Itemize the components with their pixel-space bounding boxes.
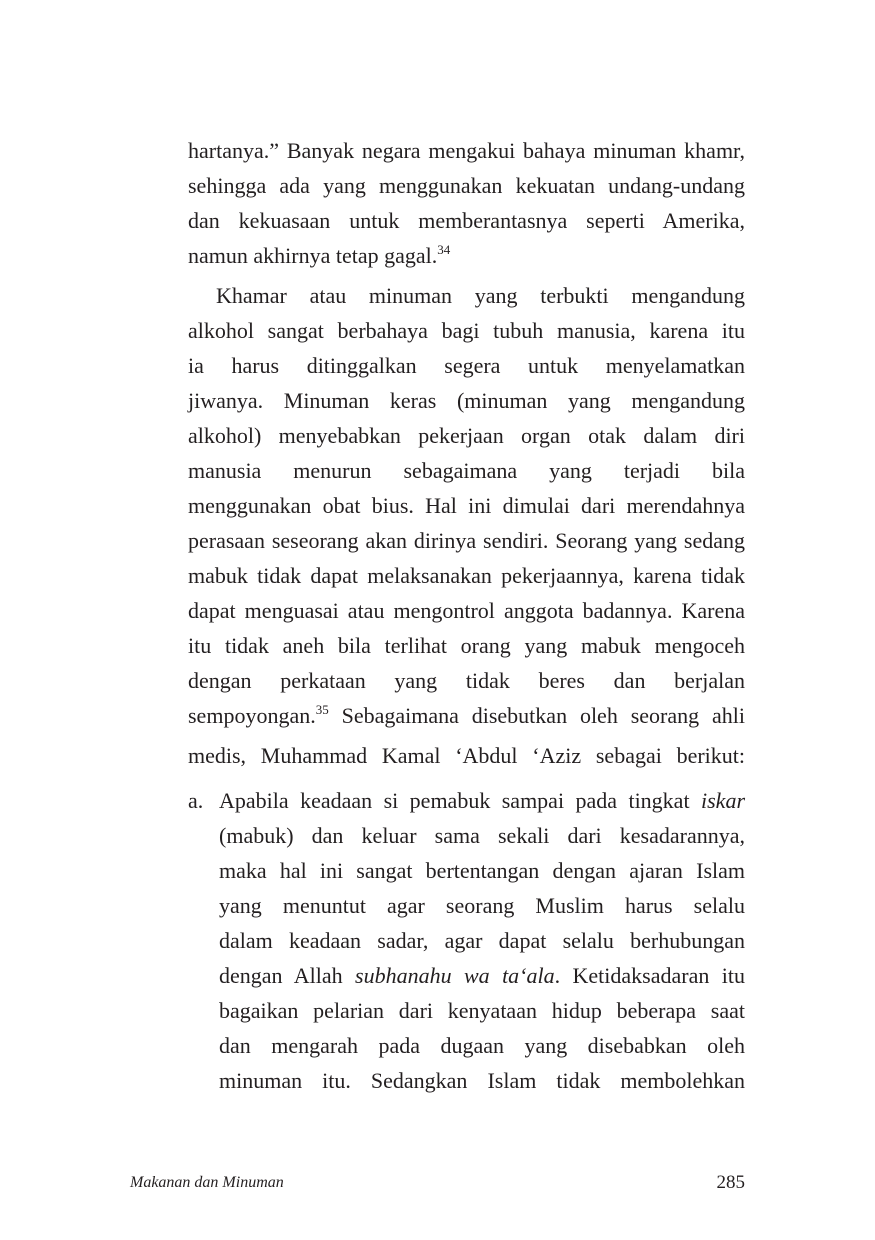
text-segment: dalam keadaan sadar, agar dapat selalu berhubungan [219,928,745,953]
text-line [188,133,745,168]
text-segment: alkohol sangat berbahaya bagi tubuh manusia, karena itu [188,318,745,343]
text-line [188,818,745,853]
text-segment: dapat menguasai atau mengontrol anggota badannya. Karena [188,598,745,623]
text-segment: (mabuk) dan keluar sama sekali dari kesadarannya, [219,823,745,848]
text-line [188,418,745,453]
text-line [188,853,745,888]
text-line [188,628,745,663]
text-line [188,1028,745,1063]
text-line [188,168,745,203]
text-line [188,523,745,558]
text-segment: bagaikan pelarian dari kenyataan hidup beberapa saat [219,998,745,1023]
text-segment: ia harus ditinggalkan segera untuk menyelamatkan [188,353,745,378]
list-item-a [188,783,745,1098]
text-line [188,558,745,593]
text-segment: jiwanya. Minuman keras (minuman yang mengandung [188,388,745,413]
text-line [188,278,745,313]
text-segment: yang menuntut agar seorang Muslim harus selalu [219,893,745,918]
italic-term: iskar [701,788,745,813]
text-segment: maka hal ini sangat bertentangan dengan ajaran Islam [219,858,745,883]
text-line [188,663,745,698]
text-segment: menggunakan obat bius. Hal ini dimulai dari merendahnya [188,493,745,518]
text-segment: itu tidak aneh bila terlihat orang yang mabuk mengoceh [188,633,745,658]
text-segment: dan kekuasaan untuk memberantasnya seperti Amerika, [188,208,745,233]
text-line [188,313,745,348]
text-segment: namun akhirnya tetap gagal. [188,243,438,268]
text-line [188,238,745,273]
text-segment: medis, Muhammad Kamal ‘Abdul ‘Aziz sebagai berikut: [188,743,745,768]
text-segment: . Ketidaksadaran itu [554,963,745,988]
text-line [188,453,745,488]
text-segment: mabuk tidak dapat melaksanakan pekerjaannya, karena tidak [188,563,745,588]
text-line [188,698,745,733]
text-segment: minuman itu. Sedangkan Islam tidak membolehkan [219,1068,745,1093]
footnote-ref[interactable]: 35 [315,702,329,717]
text-line [188,348,745,383]
italic-term: subhanahu wa ta‘ala [355,963,555,988]
text-segment: dan mengarah pada dugaan yang disebabkan oleh [219,1033,745,1058]
text-line [188,783,745,818]
text-segment: Sebagaimana disebutkan oleh seorang ahli [328,703,745,728]
text-segment: alkohol) menyebabkan pekerjaan organ otak dalam diri [188,423,745,448]
text-segment: sempoyongan. [188,703,316,728]
text-line [188,958,745,993]
paragraph-2 [188,278,745,773]
text-segment: hartanya.” Banyak negara mengakui bahaya minuman khamr, [188,138,745,163]
text-segment: manusia menurun sebagaimana yang terjadi bila [188,458,745,483]
text-segment: dengan perkataan yang tidak beres dan berjalan [188,668,745,693]
text-line [188,488,745,523]
list-marker: a. [188,788,204,813]
text-line [188,383,745,418]
text-segment: sehingga ada yang menggunakan kekuatan undang-undang [188,173,745,198]
running-footer-title: Makanan dan Minuman [130,1174,284,1191]
text-line [188,593,745,628]
page-number: 285 [716,1172,745,1193]
text-line [188,1063,745,1098]
text-segment: perasaan seseorang akan dirinya sendiri. Seorang yang sedang [188,528,745,553]
footnote-ref[interactable]: 34 [437,242,451,257]
text-segment: Khamar atau minuman yang terbukti mengandung [216,283,745,308]
text-line [188,738,745,773]
text-segment: Apabila keadaan si pemabuk sampai pada tingkat [219,788,701,813]
text-line [188,923,745,958]
text-line [188,993,745,1028]
paragraph-1 [188,133,745,273]
text-segment: dengan Allah [219,963,356,988]
text-line [188,888,745,923]
text-line [188,203,745,238]
